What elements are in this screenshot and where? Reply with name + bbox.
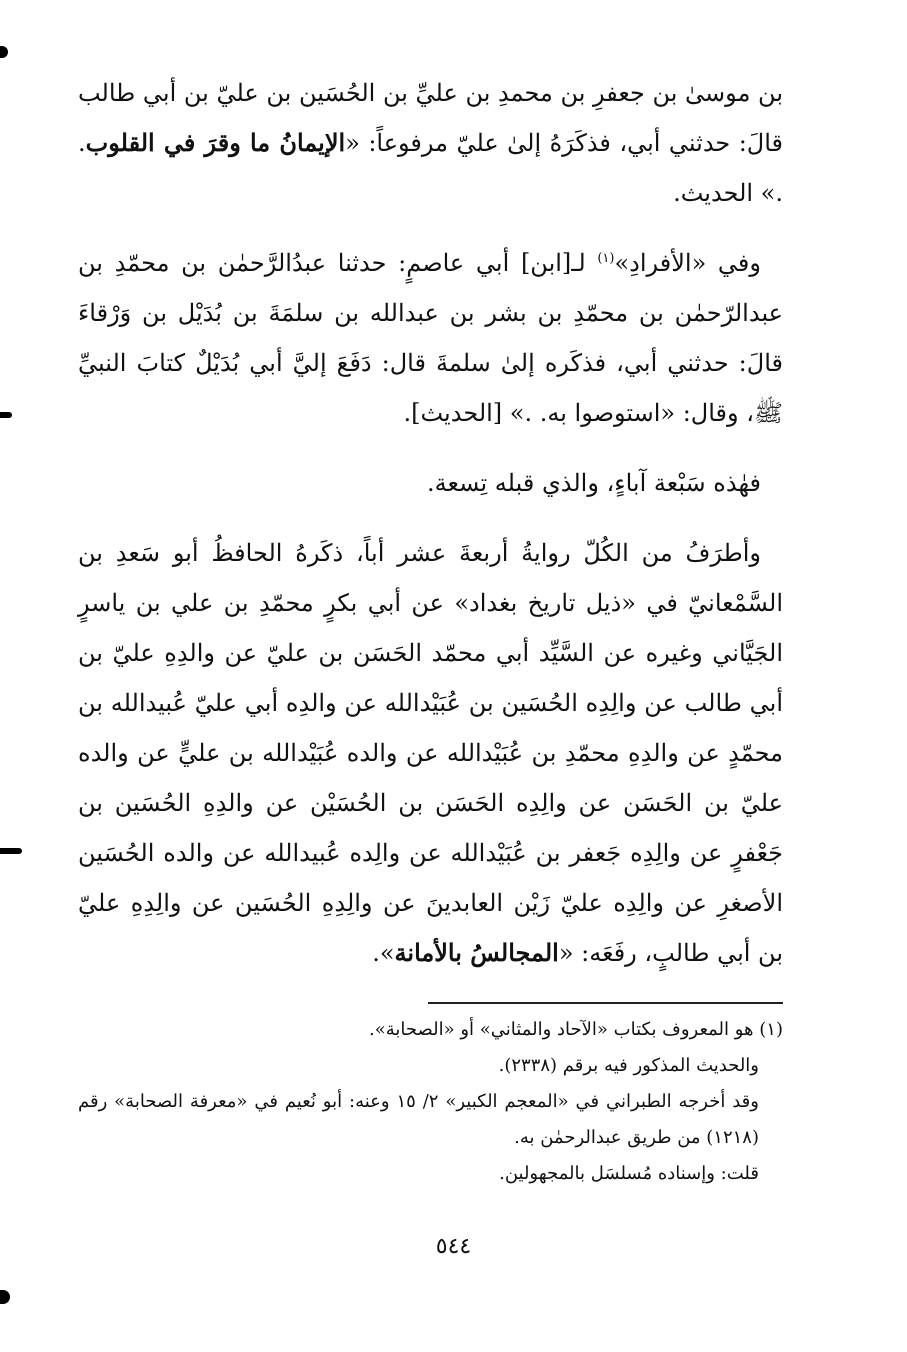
paragraph-1-text: بن موسىٰ بن جعفرِ بن محمدِ بن عليِّ بن الحُسَين بن عليّ بن أبي طالب قالَ: حدثني أبي، فذكَرَهُ إلىٰ عليّ مرفوعاً: « bbox=[77, 79, 784, 157]
scan-edge-mark bbox=[0, 848, 22, 854]
main-text bbox=[78, 68, 783, 978]
footnotes bbox=[78, 1012, 783, 1192]
footnote-1-line-3: وقد أخرجه الطبراني في «المعجم الكبير» ٢/ ١٥ وعنه: أبو نُعيم في «معرفة الصحابة» رقم (١٢١٨) من طريق عبدالرحمٰن به. bbox=[78, 1091, 759, 1148]
paragraph-1 bbox=[78, 68, 783, 218]
paragraph-4 bbox=[78, 528, 783, 978]
footnote-1-line-4: قلت: وإسناده مُسلسَل بالمجهولين. bbox=[499, 1163, 759, 1184]
paragraph-2-rest: لـ[ابن] أبي عاصمٍ: حدثنا عبدُالرَّحمٰن بن محمّدِ بن عبدالرّحمٰن بن محمّدِ بن بشر بن عبدالله بن سلمَةَ بن بُدَيْل بن وَرْقاءَ قالَ: حدثني أبي، فذكَره إلىٰ سلمةَ قال: دَفَعَ إليَّ أبي بُدَيْلٌ كتابَ النبيِّ ﷺ، وقال: «استوصوا به. .» [الحديث]. bbox=[78, 249, 783, 427]
paragraph-2-start: وفي «الأفرادِ» bbox=[614, 249, 761, 277]
paragraph-1-bold-hadith: الإيمانُ ما وقرَ في القلوب bbox=[85, 128, 346, 157]
footnote-1-line-2: والحديث المذكور فيه برقم (٢٣٣٨). bbox=[498, 1055, 759, 1076]
footnote-divider bbox=[428, 1002, 783, 1004]
paragraph-1-end: . .» الحديث. bbox=[78, 129, 783, 207]
paragraph-4-end: ». bbox=[372, 939, 395, 967]
footnote-marker: (١) bbox=[597, 251, 615, 266]
scan-edge-mark bbox=[0, 1290, 10, 1304]
paragraph-4-text: وأطرَفُ من الكُلّ روايةُ أربعةَ عشر أباً، ذكَرهُ الحافظُ أبو سَعدِ بن السَّمْعانيّ في «ذيل تاريخ بغداد» عن أبي بكرٍ محمّدِ بن علي بن ياسرٍ الجَيَّاني وغيره عن السَّيِّد أبي محمّد الحَسَن بن عليّ عن والدِهِ عليّ بن أبي طالب عن والِدِه الحُسَين بن عُبَيْدالله عن والدِه أبي عليّ عُبيدالله بن محمّدٍ عن والدِهِ محمّدِ بن عُبَيْدالله عن والده عُبَيْدالله بن عليٍّ عن والده عليّ بن الحَسَن عن والِدِه الحَسَن بن الحُسَيْن عن والدِهِ الحُسَين بن جَعْفرٍ عن والِدِه جَعفر بن عُبَيْدالله عن والِده عُبيدالله عن والده الحُسَين الأصغرِ عن والِدِه عليّ زَيْن العابدينَ عن والِدِهِ الحُسَين عن والِدِهِ عليّ بن أبي طالبٍ، رفَعَه: « bbox=[78, 539, 783, 967]
scan-edge-mark bbox=[0, 46, 8, 58]
paragraph-3: فهٰذه سَبْعة آباءٍ، والذي قبله تِسعة. bbox=[427, 469, 761, 497]
scan-edge-mark bbox=[0, 412, 12, 418]
footnote-1: (١) هو المعروف بكتاب «الآحاد والمثاني» أو «الصحابة». bbox=[369, 1019, 783, 1040]
paragraph-2 bbox=[78, 238, 783, 438]
page-number: ٥٤٤ bbox=[435, 1234, 472, 1259]
paragraph-4-bold-hadith: المجالسُ بالأمانة bbox=[394, 938, 559, 967]
